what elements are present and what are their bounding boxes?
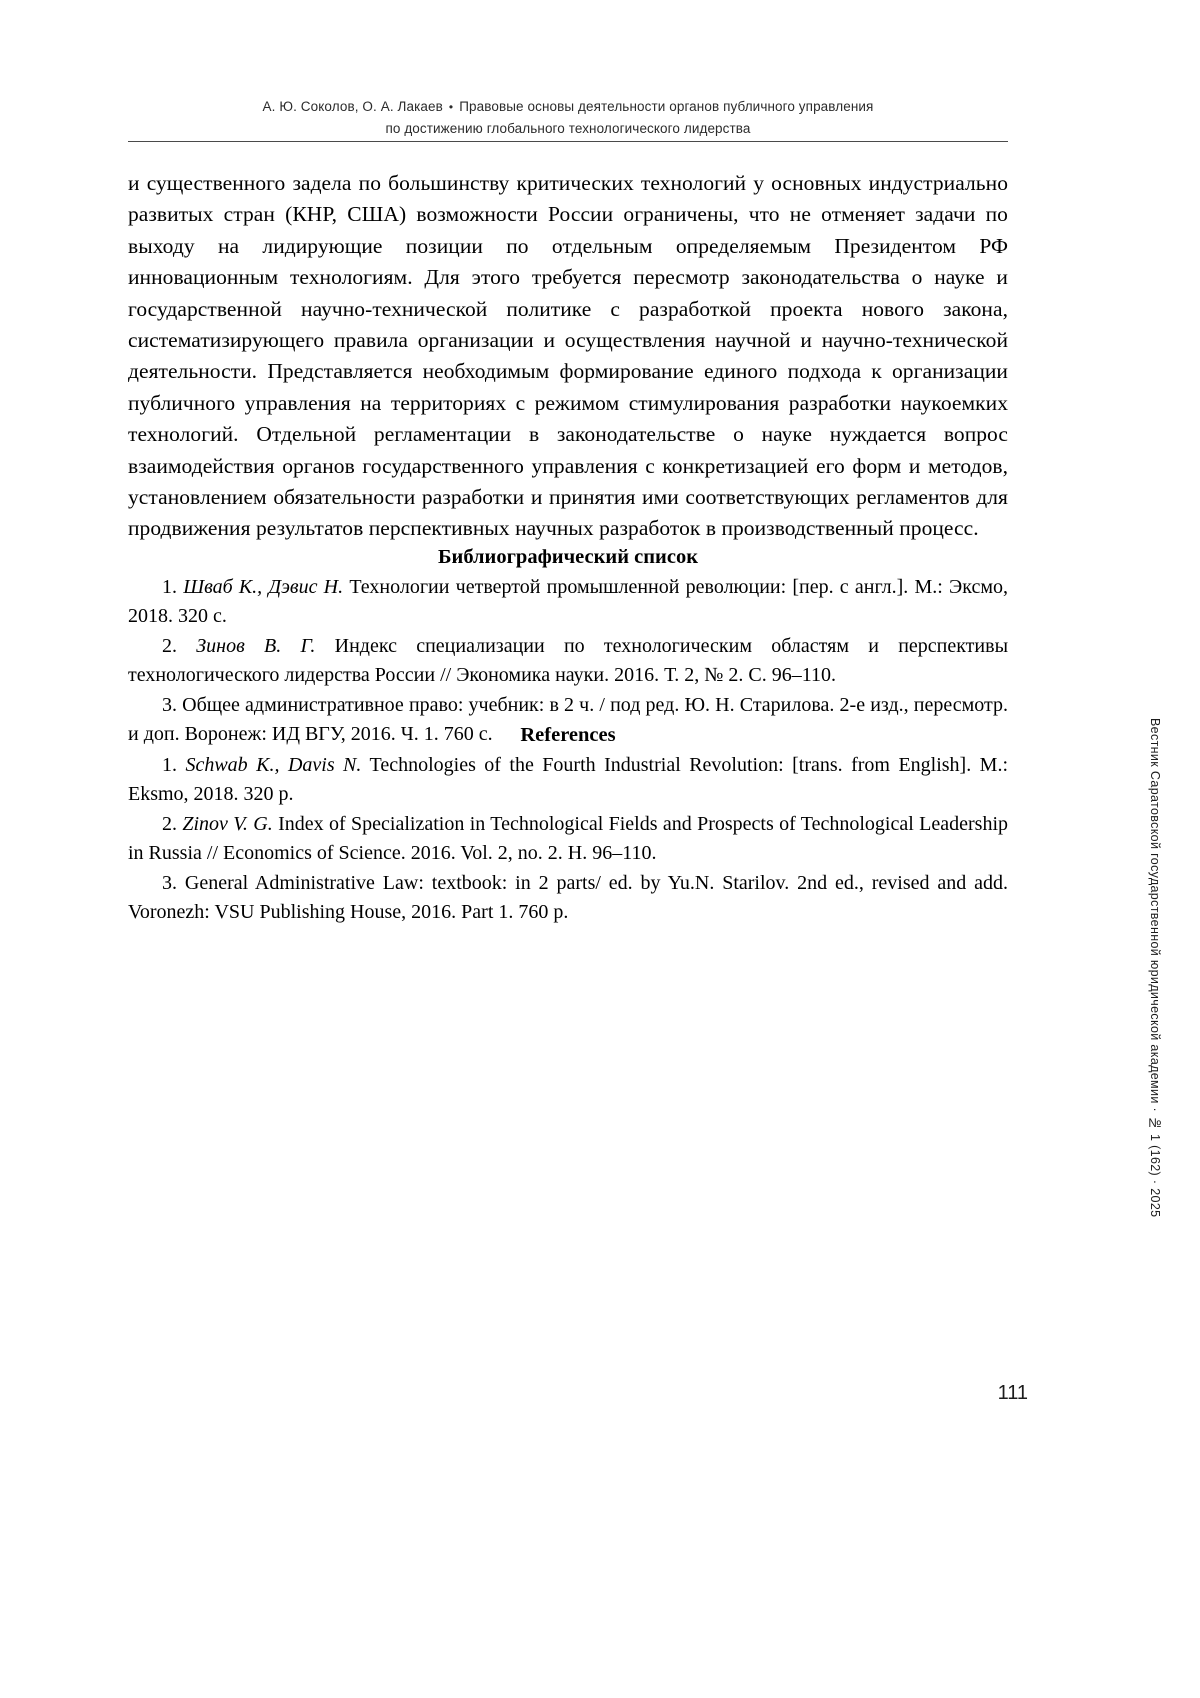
ref-number: 2. [162,634,177,657]
bibliography-heading: Библиографический список [437,546,699,568]
running-head-title-line2: по достижению глобального технологического лидерства [385,121,751,136]
ref-number: 2. [162,812,177,835]
ref-text: General Administrative Law: textbook: in 2 parts/ ed. by Yu.N. Starilov. 2nd ed., revised and add. Voronezh: VSU Publishing House, 2016. Part 1. 760 p. [128,871,1008,924]
list-item [128,869,1008,928]
running-head-title-line1: Правовые основы деятельности органов публичного управления [459,99,874,114]
running-head-bullet: • [448,100,454,114]
running-head-authors: А. Ю. Соколов, О. А. Лакаев [262,99,443,114]
ref-number: 3. [162,693,177,716]
ref-authors: Zinov V. G. [182,812,273,835]
journal-side-note: Вестник Саратовской государственной юридической академии · № 1 (162) · 2025 [1148,718,1162,1218]
main-body-text [128,168,1008,545]
list-item [128,810,1008,869]
page-number: 111 [997,1382,1028,1404]
references-heading: References [520,724,616,746]
ref-number: 1. [162,754,177,776]
list-item [128,751,1008,810]
ref-number: 1. [162,576,177,598]
ref-text: Индекс специализации по технологическим областям и перспективы технологического лидерства России // Экономика науки. 2016. Т. 2, № 2. С. 96–110. [128,634,1009,687]
ref-text: Technologies of the Fourth Industrial Revolution: [trans. from English]. M.: Eksmo, 2018. 320 p. [128,754,1009,806]
ref-text: Технологии четвертой промышленной революции: [пер. с англ.]. М.: Эксмо, 2018. 320 с. [128,576,1009,628]
body-paragraph: и существенного задела по большинству критических технологий у основных индустриально развитых стран (КНР, США) возможности России ограничены, что не отменяет задачи по выходу на лидирующие позиции по отдельным определяемым Президентом РФ инновационным технологиям. Для этого требуется пересмотр законодательства о науке и государственной научно-технической политике с разработкой проекта нового закона, систематизирующего правила организации и осуществления научной и научно-технической деятельности. Представляется необходимым формирование единого подхода к организации публичного управления на территориях с режимом стимулирования разработки наукоемких технологий. Отдельной регламентации в законодательстве о науке нуждается вопрос взаимодействия органов государственного управления с конкретизацией его форм и методов, установлением обязательности разработки и принятия ими соответствующих регламентов для продвижения результатов перспективных научных разработок в производственный процесс. [128,171,1008,541]
references-list [128,751,1008,927]
ref-text: Общее административное право: учебник: в 2 ч. / под ред. Ю. Н. Старилова. 2-е изд., пересмотр. и доп. Воронеж: ИД ВГУ, 2016. Ч. 1. 760 с. [128,693,1008,746]
ref-text: Index of Specialization in Technological Fields and Prospects of Technological Leadership in Russia // Economics of Science. 2016. Vol. 2, no. 2. Н. 96–110. [128,812,1009,865]
header-divider [128,141,1008,142]
ref-authors: Шваб К., Дэвис Н. [183,576,344,598]
running-head [128,96,1008,139]
ref-authors: Schwab K., Davis N. [185,754,362,776]
ref-authors: Зинов В. Г. [196,634,316,657]
list-item [128,573,1008,632]
list-item [128,632,1008,691]
ref-number: 3. [162,871,177,894]
